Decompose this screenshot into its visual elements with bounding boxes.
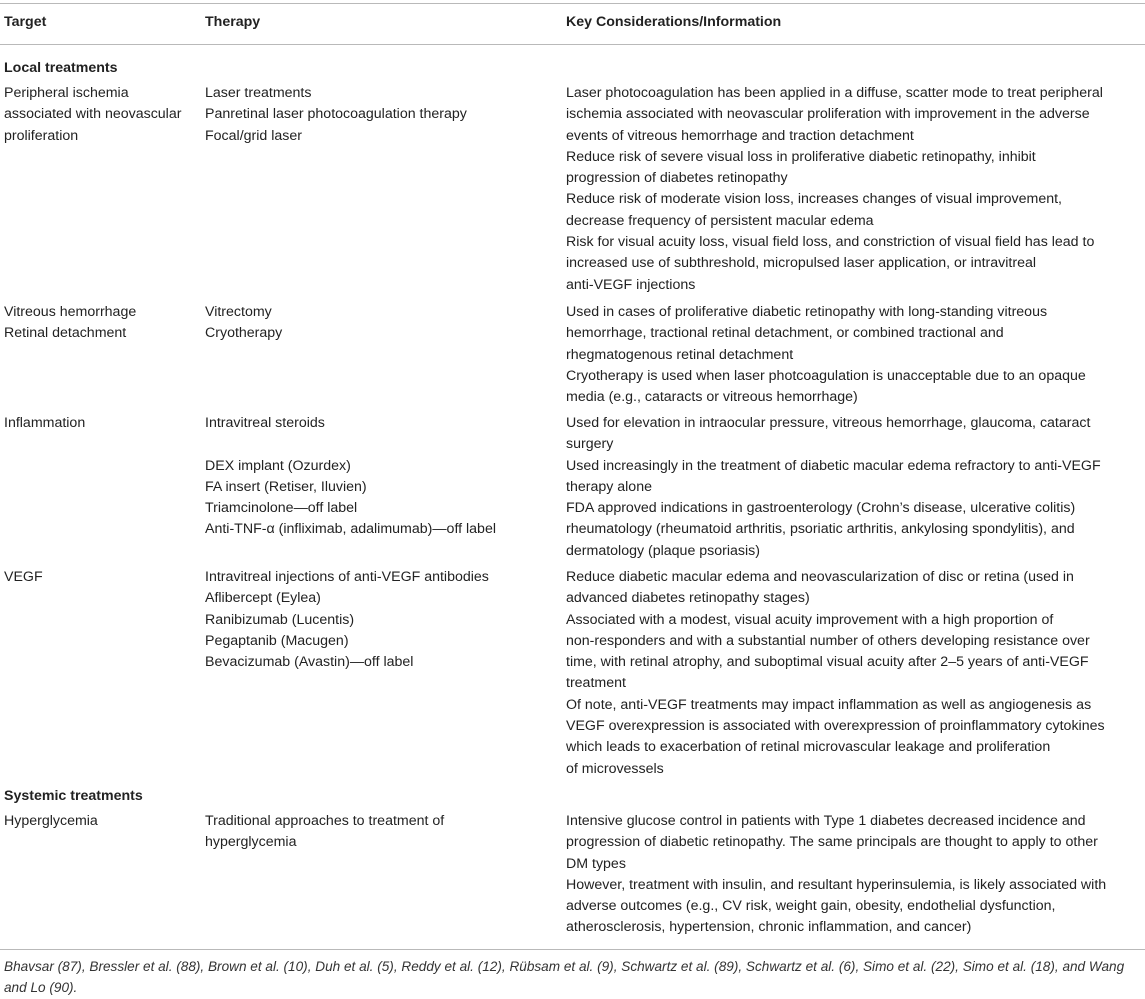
therapy-cell	[205, 302, 557, 345]
target-line: VEGF	[4, 569, 43, 585]
key-line: surgery	[566, 436, 614, 453]
table-footnote	[4, 956, 1142, 998]
therapy-line: FA insert (Retiser, Iluvien)	[205, 478, 367, 495]
key-line: decrease frequency of persistent macular edema	[566, 212, 874, 229]
key-line: progression of diabetic retinopathy. The same principals are thought to apply to other	[566, 834, 1098, 851]
key-line: Used for elevation in intraocular pressure, vitreous hemorrhage, glaucoma, cataract	[566, 415, 1091, 431]
therapy-line: Focal/grid laser	[205, 127, 302, 144]
key-line: non-responders and with a substantial number of others developing resistance over	[566, 632, 1090, 649]
target-line: Retinal detachment	[4, 325, 127, 342]
footnote-line: and Lo (90).	[4, 980, 78, 995]
key-line: Of note, anti-VEGF treatments may impact inflammation as well as angiogenesis as	[566, 696, 1092, 713]
target-line: Vitreous hemorrhage	[4, 304, 137, 320]
target-line: Peripheral ischemia	[4, 85, 129, 101]
key-line: time, with retinal atrophy, and suboptimal visual acuity after 2–5 years of anti-VEGF	[566, 654, 1089, 671]
key-line: events of vitreous hemorrhage and traction detachment	[566, 127, 914, 144]
key-line: atherosclerosis, hypertension, chronic inflammation, and cancer)	[566, 919, 972, 936]
therapy-line: Intravitreal injections of anti-VEGF antibodies	[205, 569, 489, 585]
target-cell	[4, 567, 194, 588]
header-target: Target	[4, 14, 47, 30]
header-therapy: Therapy	[205, 14, 261, 30]
therapy-line: Bevacizumab (Avastin)—off label	[205, 654, 414, 671]
key-line: advanced diabetes retinopathy stages)	[566, 590, 810, 607]
therapy-line	[205, 434, 557, 455]
key-cell	[566, 811, 1144, 939]
target-line: Inflammation	[4, 415, 86, 431]
key-cell	[566, 413, 1144, 562]
therapy-line: Pegaptanib (Macugen)	[205, 632, 349, 649]
key-line: Reduce risk of moderate vision loss, increases changes of visual improvement,	[566, 191, 1063, 208]
header-rule	[0, 44, 1145, 45]
key-line: dermatology (plaque psoriasis)	[566, 542, 760, 559]
therapy-line: hyperglycemia	[205, 834, 297, 851]
key-line: anti-VEGF injections	[566, 276, 696, 293]
key-line: Cryotherapy is used when laser photcoagulation is unacceptable due to an opaque	[566, 367, 1086, 384]
therapy-line: Aflibercept (Eylea)	[205, 590, 321, 607]
key-line: VEGF overexpression is associated with overexpression of proinflammatory cytokines	[566, 718, 1105, 735]
key-line: Laser photocoagulation has been applied in a diffuse, scatter mode to treat peripheral	[566, 85, 1103, 101]
therapy-line: Anti-TNF-α (infliximab, adalimumab)—off label	[205, 521, 496, 538]
key-cell	[566, 302, 1144, 408]
table-bottom-rule	[0, 949, 1145, 950]
therapy-line: Vitrectomy	[205, 304, 272, 320]
key-line: However, treatment with insulin, and resultant hyperinsulemia, is likely associated with	[566, 876, 1107, 893]
key-line: Risk for visual acuity loss, visual field loss, and constriction of visual field has lead to	[566, 234, 1095, 251]
target-cell	[4, 811, 194, 832]
therapy-line: DEX implant (Ozurdex)	[205, 457, 351, 474]
key-line: DM types	[566, 855, 626, 872]
therapy-cell	[205, 811, 557, 854]
therapy-line: Cryotherapy	[205, 325, 283, 342]
key-line: media (e.g., cataracts or vitreous hemorrhage)	[566, 389, 858, 406]
therapy-line: Panretinal laser photocoagulation therapy	[205, 106, 467, 123]
key-line: which leads to exacerbation of retinal microvascular leakage and proliferation	[566, 739, 1051, 756]
key-line: therapy alone	[566, 478, 652, 495]
footnote-line: Bhavsar (87), Bressler et al. (88), Brown et al. (10), Duh et al. (5), Reddy et al. (12), Rübsam et al. (9), Schwartz et al. (89), Schwartz et al. (6), Simo et al. (22), Simo et al. (18), and Wang	[4, 959, 1125, 974]
therapy-line: Traditional approaches to treatment of	[205, 813, 445, 829]
table-header-row	[0, 12, 1145, 38]
therapy-cell	[205, 567, 557, 673]
key-line: Reduce diabetic macular edema and neovascularization of disc or retina (used in	[566, 569, 1074, 585]
target-cell	[4, 83, 194, 147]
target-line: Hyperglycemia	[4, 813, 98, 829]
therapy-line: Ranibizumab (Lucentis)	[205, 611, 355, 628]
target-cell	[4, 413, 194, 434]
header-key-considerations: Key Considerations/Information	[566, 14, 782, 30]
key-line: Associated with a modest, visual acuity improvement with a high proportion of	[566, 611, 1054, 628]
section-title-local: Local treatments	[4, 60, 118, 76]
table-top-rule	[0, 3, 1145, 4]
therapy-line: Intravitreal steroids	[205, 415, 325, 431]
key-line: FDA approved indications in gastroenterology (Crohn’s disease, ulcerative colitis)	[566, 500, 1076, 517]
key-line: increased use of subthreshold, micropulsed laser application, or intravitreal	[566, 255, 1037, 272]
key-line: rheumatology (rheumatoid arthritis, psoriatic arthritis, ankylosing spondylitis), and	[566, 521, 1075, 538]
therapy-line: Triamcinolone—off label	[205, 500, 358, 517]
key-line: progression of diabetes retinopathy	[566, 170, 788, 187]
key-line: rhegmatogenous retinal detachment	[566, 346, 794, 363]
key-cell	[566, 567, 1144, 780]
key-line: treatment	[566, 675, 626, 692]
target-line: proliferation	[4, 127, 79, 144]
therapy-cell	[205, 83, 557, 147]
key-line: ischemia associated with neovascular proliferation with improvement in the adverse	[566, 106, 1090, 123]
key-line: hemorrhage, tractional retinal detachment, or combined tractional and	[566, 325, 1004, 342]
key-line: Reduce risk of severe visual loss in proliferative diabetic retinopathy, inhibit	[566, 148, 1036, 165]
therapy-cell	[205, 413, 557, 541]
therapy-line: Laser treatments	[205, 85, 312, 101]
key-cell	[566, 83, 1144, 296]
key-line: Used in cases of proliferative diabetic retinopathy with long-standing vitreous	[566, 304, 1048, 320]
section-title-systemic: Systemic treatments	[4, 788, 143, 804]
key-line: adverse outcomes (e.g., CV risk, weight gain, obesity, endothelial dysfunction,	[566, 898, 1056, 915]
key-line: of microvessels	[566, 760, 664, 777]
target-cell	[4, 302, 194, 345]
target-line: associated with neovascular	[4, 106, 182, 123]
key-line: Intensive glucose control in patients with Type 1 diabetes decreased incidence and	[566, 813, 1086, 829]
key-line: Used increasingly in the treatment of diabetic macular edema refractory to anti-VEGF	[566, 457, 1101, 474]
